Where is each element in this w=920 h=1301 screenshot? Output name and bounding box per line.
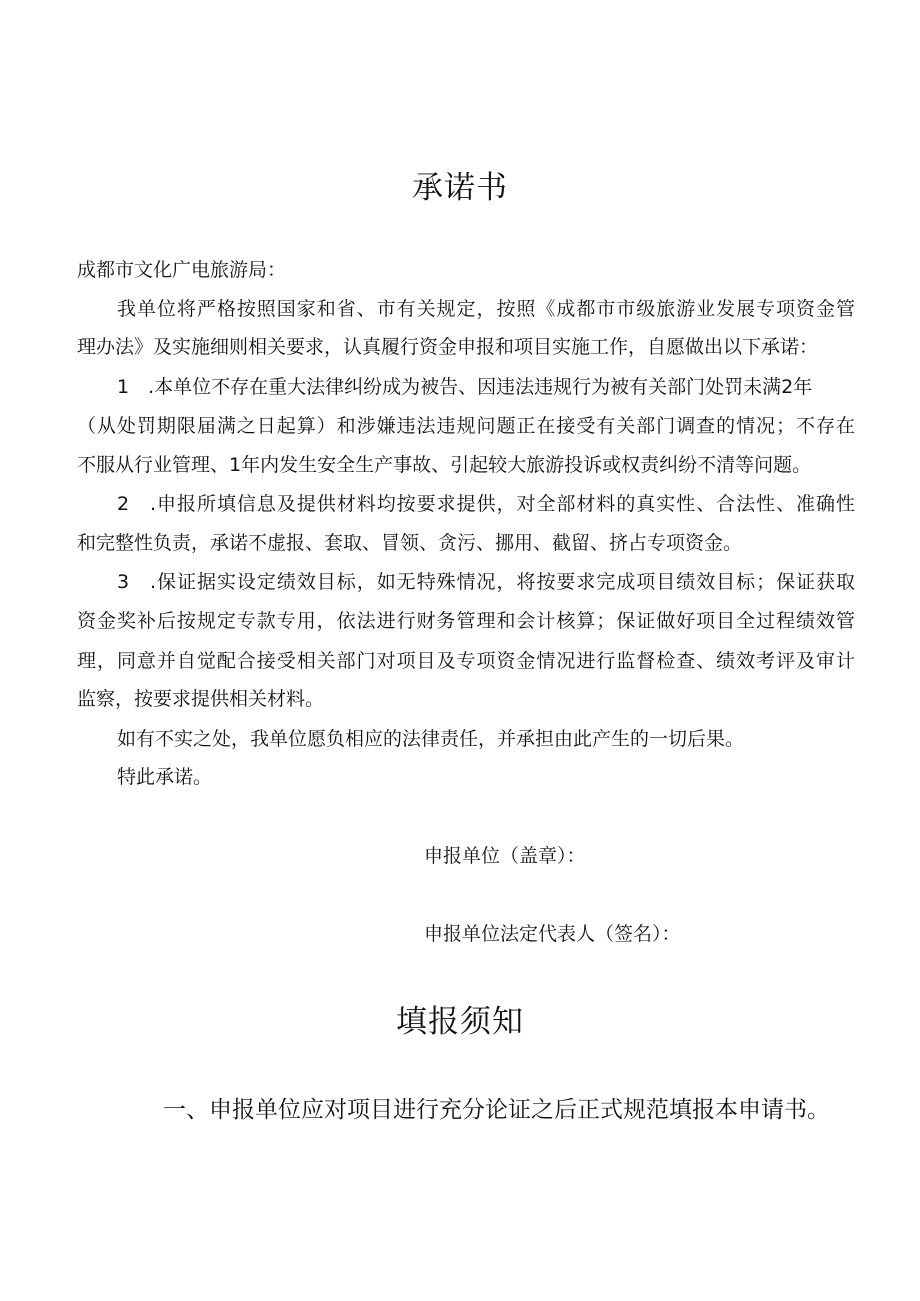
sign-representative-label: 申报单位法定代表人（签名）：: [424, 923, 681, 945]
item1-line-2: （从处罚期限届满之日起算）和涉嫌违法违规问题正在接受有关部门调查的情况；不存在: [77, 415, 855, 437]
intro-line-1: 我单位将严格按照国家和省、市有关规定，按照《成都市市级旅游业发展专项资金管: [117, 298, 855, 320]
item3-line-1: 3 .保证据实设定绩效目标，如无特殊情况，将按要求完成项目绩效目标；保证获取: [117, 571, 855, 593]
notice-title: 填报须知: [396, 1004, 524, 1040]
notice-item-1: 一、申报单位应对项目进行充分论证之后正式规范填报本申请书。: [163, 1097, 830, 1123]
item3-line-3: 理，同意并自觉配合接受相关部门对项目及专项资金情况进行监督检查、绩效考评及审计: [77, 650, 855, 672]
item3-line-2: 资金奖补后按规定专款专用，依法进行财务管理和会计核算；保证做好项目全过程绩效管: [77, 610, 855, 632]
liability-statement: 如有不实之处，我单位愿负相应的法律责任，并承担由此产生的一切后果。: [117, 728, 745, 750]
commitment-title: 承诺书: [412, 170, 508, 206]
addressee: 成都市文化广电旅游局：: [77, 259, 287, 281]
item1-line-3: 不服从行业管理、1年内发生安全生产事故、引起较大旅游投诉或权责纠纷不清等问题。: [77, 454, 812, 476]
item2-line-1: 2 .申报所填信息及提供材料均按要求提供，对全部材料的真实性、合法性、准确性: [117, 493, 855, 515]
intro-line-2: 理办法》及实施细则相关要求，认真履行资金申报和项目实施工作，自愿做出以下承诺：: [77, 336, 819, 358]
item2-line-2: 和完整性负责，承诺不虚报、套取、冒领、贪污、挪用、截留、挤占专项资金。: [77, 532, 743, 554]
closing-statement: 特此承诺。: [117, 766, 213, 788]
item3-line-4: 监察，按要求提供相关材料。: [77, 688, 325, 710]
item1-line-1: 1 .本单位不存在重大法律纠纷成为被告、因违法违规行为被有关部门处罚未满2年: [117, 376, 813, 398]
sign-unit-label: 申报单位（盖章）：: [424, 845, 586, 867]
